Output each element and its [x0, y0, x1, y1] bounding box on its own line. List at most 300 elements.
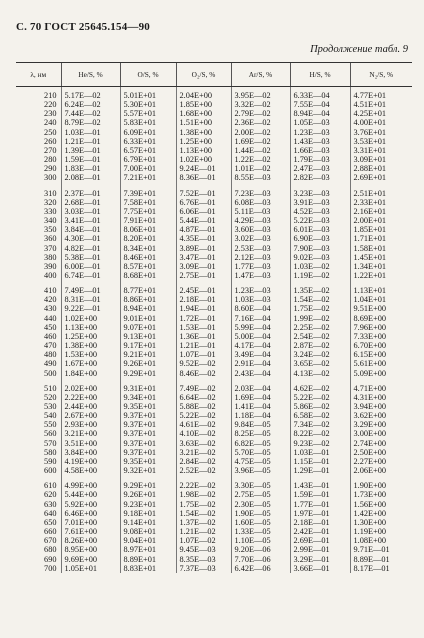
value-cell: 1.45E+01 — [350, 253, 412, 262]
value-cell: 2.04E+00 — [176, 87, 231, 101]
value-cell: 9.26E+01 — [120, 490, 176, 499]
wavelength-cell: 240 — [44, 118, 57, 128]
value-cell: 1.77E—03 — [231, 262, 290, 271]
value-cell: 1.38E+00 — [61, 341, 120, 350]
value-cell: 7.44E—02 — [61, 109, 120, 118]
value-cell: 1.29E—01 — [290, 466, 350, 481]
value-cell: 1.03E—03 — [231, 295, 290, 304]
table-row — [16, 262, 412, 271]
value-cell: 1.85E+01 — [350, 225, 412, 234]
wavelength-cell: 500 — [44, 368, 57, 378]
value-cell: 1.13E+01 — [350, 286, 412, 295]
value-cell: 9.01E+01 — [120, 314, 176, 323]
wavelength-cell: 600 — [44, 466, 57, 476]
value-cell: 7.37E—03 — [176, 564, 231, 573]
value-cell: 8.20E+01 — [120, 234, 176, 243]
value-cell: 3.09E+01 — [350, 155, 412, 164]
value-cell: 9.45E—03 — [176, 545, 231, 554]
value-cell: 7.34E—02 — [290, 420, 350, 429]
table-row — [16, 564, 412, 573]
value-cell: 7.39E+01 — [120, 189, 176, 198]
value-cell: 7.21E+01 — [120, 173, 176, 188]
value-cell: 9.17E+01 — [120, 341, 176, 350]
value-cell: 3.96E—05 — [231, 466, 290, 481]
value-cell: 2.93E+00 — [61, 420, 120, 429]
wavelength-cell: 450 — [44, 322, 57, 332]
value-cell: 5.22E—02 — [290, 393, 350, 402]
value-cell: 6.24E—02 — [61, 100, 120, 109]
value-cell: 2.84E—02 — [176, 457, 231, 466]
wavelength-cell: 220 — [44, 100, 57, 110]
value-cell: 2.69E—01 — [290, 536, 350, 545]
value-cell: 2.06E+00 — [350, 466, 412, 481]
value-cell: 7.01E+00 — [61, 518, 120, 527]
value-cell: 3.02E—03 — [231, 234, 290, 243]
value-cell: 2.18E—01 — [290, 518, 350, 527]
value-cell: 9.34E+01 — [120, 393, 176, 402]
table-row — [16, 545, 412, 554]
value-cell: 4.52E—03 — [290, 207, 350, 216]
value-cell: 3.29E+00 — [350, 420, 412, 429]
value-cell: 9.29E+01 — [120, 369, 176, 384]
value-cell: 1.94E—01 — [176, 304, 231, 313]
value-cell: 1.60E—05 — [231, 518, 290, 527]
value-cell: 1.77E—01 — [290, 500, 350, 509]
value-cell: 2.68E—01 — [61, 198, 120, 207]
value-cell: 4.00E+01 — [350, 118, 412, 127]
table-row — [16, 216, 412, 225]
value-cell: 2.79E—02 — [231, 109, 290, 118]
table-row — [16, 314, 412, 323]
wavelength-cell: 540 — [44, 411, 57, 421]
value-cell: 4.17E—04 — [231, 341, 290, 350]
value-cell: 2.51E+01 — [350, 189, 412, 198]
value-cell: 1.75E—02 — [176, 500, 231, 509]
value-cell: 5.00E—04 — [231, 332, 290, 341]
value-cell: 2.67E+00 — [61, 411, 120, 420]
value-cell: 5.11E—03 — [231, 207, 290, 216]
value-cell: 3.91E—03 — [290, 198, 350, 207]
value-cell: 9.37E+01 — [120, 429, 176, 438]
value-cell: 9.21E+01 — [120, 350, 176, 359]
wavelength-cell: 590 — [44, 456, 57, 466]
value-cell: 3.32E—02 — [231, 100, 290, 109]
table-row — [16, 234, 412, 243]
value-cell: 8.89E+01 — [120, 555, 176, 564]
wavelength-cell: 550 — [44, 420, 57, 430]
value-cell: 5.92E+00 — [61, 500, 120, 509]
table-row — [16, 244, 412, 253]
value-cell: 1.43E—01 — [290, 481, 350, 490]
value-cell: 1.47E—03 — [231, 271, 290, 286]
wavelength-cell: 620 — [44, 490, 57, 500]
value-cell: 3.94E+00 — [350, 402, 412, 411]
value-cell: 1.25E+00 — [176, 137, 231, 146]
value-cell: 2.43E—04 — [231, 369, 290, 384]
value-cell: 1.22E+01 — [350, 271, 412, 286]
value-cell: 4.71E+00 — [350, 384, 412, 393]
wavelength-cell: 530 — [44, 402, 57, 411]
value-cell: 4.51E+01 — [350, 100, 412, 109]
value-cell: 1.35E—02 — [290, 286, 350, 295]
value-cell: 8.95E+00 — [61, 545, 120, 554]
value-cell: 6.33E+01 — [120, 137, 176, 146]
value-cell: 2.08E—01 — [61, 173, 120, 188]
value-cell: 1.19E+00 — [350, 527, 412, 536]
composition-table — [16, 62, 412, 573]
table-row — [16, 207, 412, 216]
value-cell: 3.29E—01 — [290, 555, 350, 564]
value-cell: 4.19E+00 — [61, 457, 120, 466]
value-cell: 2.88E+01 — [350, 164, 412, 173]
value-cell: 9.14E+01 — [120, 518, 176, 527]
value-cell: 1.03E—02 — [290, 262, 350, 271]
value-cell: 1.56E+00 — [350, 500, 412, 509]
value-cell: 3.31E+01 — [350, 146, 412, 155]
value-cell: 1.34E+01 — [350, 262, 412, 271]
wavelength-cell: 270 — [44, 145, 57, 155]
value-cell: 5.70E—05 — [231, 448, 290, 457]
value-cell: 1.15E—01 — [290, 457, 350, 466]
value-cell: 8.35E—03 — [176, 555, 231, 564]
value-cell: 1.08E+00 — [350, 536, 412, 545]
table-row — [16, 198, 412, 207]
value-cell: 8.89E—01 — [350, 555, 412, 564]
value-cell: 6.58E—02 — [290, 411, 350, 420]
value-cell: 9.35E+01 — [120, 402, 176, 411]
value-cell: 1.51E+00 — [176, 118, 231, 127]
wavelength-cell: 370 — [44, 243, 57, 253]
table-row — [16, 225, 412, 234]
wavelength-cell: 670 — [44, 536, 57, 546]
value-cell: 7.91E+01 — [120, 216, 176, 225]
value-cell: 1.23E—03 — [231, 286, 290, 295]
value-cell: 7.61E+00 — [61, 527, 120, 536]
value-cell: 1.21E—01 — [61, 137, 120, 146]
value-cell: 4.25E+01 — [350, 109, 412, 118]
table-continuation-title: Продолжение табл. 9 — [310, 44, 408, 55]
value-cell: 1.04E+01 — [350, 295, 412, 304]
value-cell: 8.97E+01 — [120, 545, 176, 554]
value-cell: 7.23E—03 — [231, 189, 290, 198]
value-cell: 1.83E—01 — [61, 164, 120, 173]
table-body — [16, 87, 412, 573]
value-cell: 2.50E+00 — [350, 448, 412, 457]
value-cell: 6.82E—05 — [231, 439, 290, 448]
value-cell: 6.08E—03 — [231, 198, 290, 207]
table-row — [16, 555, 412, 564]
value-cell: 1.05E—03 — [290, 118, 350, 127]
value-cell: 1.43E—03 — [290, 137, 350, 146]
value-cell: 6.46E+00 — [61, 509, 120, 518]
wavelength-cell: 260 — [44, 136, 57, 146]
wavelength-cell: 510 — [44, 383, 57, 393]
value-cell: 5.22E—03 — [290, 216, 350, 225]
wavelength-cell: 690 — [44, 554, 57, 564]
value-cell: 1.69E—02 — [231, 137, 290, 146]
wavelength-cell: 420 — [44, 295, 57, 305]
value-cell: 9.71E—01 — [350, 545, 412, 554]
value-cell: 1.69E—04 — [231, 393, 290, 402]
value-cell: 1.07E—02 — [176, 536, 231, 545]
column-header: H/S, % — [290, 63, 350, 87]
value-cell: 4.35E—01 — [176, 234, 231, 243]
value-cell: 2.54E—02 — [290, 332, 350, 341]
value-cell: 6.74E—01 — [61, 271, 120, 286]
value-cell: 2.37E—01 — [61, 189, 120, 198]
table-row — [16, 518, 412, 527]
wavelength-cell: 280 — [44, 155, 57, 165]
table-row — [16, 155, 412, 164]
wavelength-cell: 460 — [44, 331, 57, 341]
value-cell: 2.30E—05 — [231, 500, 290, 509]
wavelength-cell: 390 — [44, 261, 57, 271]
value-cell: 1.42E+00 — [350, 509, 412, 518]
value-cell: 1.37E—02 — [176, 518, 231, 527]
value-cell: 1.07E—01 — [176, 350, 231, 359]
table-row — [16, 100, 412, 109]
value-cell: 3.89E—01 — [176, 244, 231, 253]
value-cell: 7.58E+01 — [120, 198, 176, 207]
value-cell: 1.54E—02 — [290, 295, 350, 304]
value-cell: 8.86E+01 — [120, 295, 176, 304]
value-cell: 6.09E+01 — [120, 128, 176, 137]
value-cell: 1.13E+00 — [176, 146, 231, 155]
value-cell: 1.75E—02 — [290, 304, 350, 313]
value-cell: 2.03E—04 — [231, 384, 290, 393]
value-cell: 1.72E—01 — [176, 314, 231, 323]
wavelength-cell: 520 — [44, 392, 57, 402]
value-cell: 4.10E—02 — [176, 429, 231, 438]
value-cell: 6.42E—06 — [231, 564, 290, 573]
value-cell: 2.33E+01 — [350, 198, 412, 207]
value-cell: 7.49E—02 — [176, 384, 231, 393]
table-row — [16, 118, 412, 127]
value-cell: 3.84E—01 — [61, 225, 120, 234]
wavelength-cell: 640 — [44, 508, 57, 518]
value-cell: 2.74E+00 — [350, 439, 412, 448]
value-cell: 8.31E—01 — [61, 295, 120, 304]
value-cell: 1.54E—02 — [176, 509, 231, 518]
value-cell: 5.99E—04 — [231, 323, 290, 332]
value-cell: 6.15E+00 — [350, 350, 412, 359]
value-cell: 2.00E+01 — [350, 216, 412, 225]
column-header: Ar/S, % — [231, 63, 290, 87]
value-cell: 1.71E+01 — [350, 234, 412, 243]
table-row — [16, 500, 412, 509]
wavelength-cell: 570 — [44, 438, 57, 448]
value-cell: 3.47E—01 — [176, 253, 231, 262]
table-row — [16, 304, 412, 313]
value-cell: 9.37E+01 — [120, 420, 176, 429]
value-cell: 2.22E+00 — [61, 393, 120, 402]
value-cell: 3.66E—01 — [290, 564, 350, 573]
value-cell: 7.90E—03 — [290, 244, 350, 253]
table-row — [16, 490, 412, 499]
table-row — [16, 509, 412, 518]
value-cell: 3.23E—03 — [290, 189, 350, 198]
value-cell: 1.66E—03 — [290, 146, 350, 155]
value-cell: 1.58E+01 — [350, 244, 412, 253]
table-row — [16, 286, 412, 295]
value-cell: 1.98E—02 — [176, 490, 231, 499]
wavelength-cell: 350 — [44, 225, 57, 235]
value-cell: 8.06E+01 — [120, 225, 176, 234]
value-cell: 2.47E—03 — [290, 164, 350, 173]
table-row — [16, 189, 412, 198]
value-cell: 2.75E—01 — [176, 271, 231, 286]
value-cell: 7.70E—06 — [231, 555, 290, 564]
value-cell: 8.26E+00 — [61, 536, 120, 545]
value-cell: 9.02E—03 — [290, 253, 350, 262]
value-cell: 8.77E+01 — [120, 286, 176, 295]
wavelength-cell: 210 — [44, 91, 57, 100]
value-cell: 7.55E—04 — [290, 100, 350, 109]
value-cell: 3.41E—01 — [61, 216, 120, 225]
value-cell: 8.25E—05 — [231, 429, 290, 438]
value-cell: 6.64E—02 — [176, 393, 231, 402]
wavelength-cell: 480 — [44, 350, 57, 360]
value-cell: 9.13E+01 — [120, 332, 176, 341]
table-row — [16, 402, 412, 411]
value-cell: 4.30E—01 — [61, 234, 120, 243]
value-cell: 9.18E+01 — [120, 509, 176, 518]
value-cell: 1.53E—01 — [176, 323, 231, 332]
value-cell: 1.05E+01 — [61, 564, 120, 573]
table-row — [16, 137, 412, 146]
value-cell: 2.22E—02 — [176, 481, 231, 490]
table-row — [16, 359, 412, 368]
value-cell: 3.60E—03 — [231, 225, 290, 234]
value-cell: 8.34E+01 — [120, 244, 176, 253]
value-cell: 5.44E—01 — [176, 216, 231, 225]
value-cell: 3.00E+00 — [350, 429, 412, 438]
table-row — [16, 536, 412, 545]
value-cell: 1.21E—02 — [176, 527, 231, 536]
wavelength-cell: 700 — [44, 563, 57, 573]
wavelength-cell: 560 — [44, 429, 57, 439]
table-row — [16, 109, 412, 118]
value-cell: 9.31E+01 — [120, 384, 176, 393]
value-cell: 2.53E—03 — [231, 244, 290, 253]
value-cell: 2.25E—02 — [290, 323, 350, 332]
wavelength-cell: 400 — [44, 270, 57, 280]
value-cell: 6.57E+01 — [120, 146, 176, 155]
value-cell: 9.08E+01 — [120, 527, 176, 536]
value-cell: 8.79E—02 — [61, 118, 120, 127]
value-cell: 6.33E—04 — [290, 87, 350, 101]
value-cell: 1.02E+00 — [176, 155, 231, 164]
table-row — [16, 87, 412, 101]
value-cell: 3.03E—01 — [61, 207, 120, 216]
value-cell: 2.87E—02 — [290, 341, 350, 350]
table-row — [16, 173, 412, 188]
value-cell: 1.38E+00 — [176, 128, 231, 137]
value-cell: 2.91E—04 — [231, 359, 290, 368]
value-cell: 5.22E—02 — [176, 411, 231, 420]
value-cell: 1.39E—01 — [61, 146, 120, 155]
value-cell: 4.31E+00 — [350, 393, 412, 402]
value-cell: 1.23E—03 — [290, 128, 350, 137]
value-cell: 8.55E—03 — [231, 173, 290, 188]
value-cell: 1.21E—01 — [176, 341, 231, 350]
value-cell: 6.06E—01 — [176, 207, 231, 216]
table-row — [16, 429, 412, 438]
table-row — [16, 271, 412, 286]
value-cell: 5.01E+01 — [120, 87, 176, 101]
wavelength-cell: 660 — [44, 527, 57, 537]
value-cell: 9.20E—06 — [231, 545, 290, 554]
wavelength-cell: 330 — [44, 206, 57, 216]
value-cell: 6.70E+00 — [350, 341, 412, 350]
value-cell: 4.61E—02 — [176, 420, 231, 429]
value-cell: 5.38E—01 — [61, 253, 120, 262]
value-cell: 2.69E+01 — [350, 173, 412, 188]
value-cell: 1.18E—04 — [231, 411, 290, 420]
value-cell: 1.53E+00 — [61, 350, 120, 359]
value-cell: 8.57E+01 — [120, 262, 176, 271]
wavelength-cell: 230 — [44, 109, 57, 119]
value-cell: 2.02E+00 — [61, 384, 120, 393]
wavelength-cell: 440 — [44, 313, 57, 323]
value-cell: 4.82E—01 — [61, 244, 120, 253]
value-cell: 9.51E+00 — [350, 304, 412, 313]
value-cell: 1.59E—01 — [61, 155, 120, 164]
value-cell: 7.96E+00 — [350, 323, 412, 332]
value-cell: 7.52E—01 — [176, 189, 231, 198]
value-cell: 3.51E+00 — [61, 439, 120, 448]
value-cell: 3.09E—01 — [176, 262, 231, 271]
value-cell: 1.79E—03 — [290, 155, 350, 164]
value-cell: 4.75E—05 — [231, 457, 290, 466]
value-cell: 6.01E—03 — [290, 225, 350, 234]
value-cell: 3.49E—04 — [231, 350, 290, 359]
value-cell: 8.46E+01 — [120, 253, 176, 262]
table-row — [16, 341, 412, 350]
wavelength-cell: 680 — [44, 545, 57, 555]
wavelength-cell: 490 — [44, 359, 57, 369]
wavelength-cell: 360 — [44, 234, 57, 244]
value-cell: 1.13E+00 — [61, 323, 120, 332]
value-cell: 5.09E+00 — [350, 369, 412, 384]
value-cell: 9.52E—02 — [176, 359, 231, 368]
table-row — [16, 164, 412, 173]
value-cell: 1.67E+00 — [61, 359, 120, 368]
value-cell: 4.13E—02 — [290, 369, 350, 384]
wavelength-cell: 320 — [44, 197, 57, 207]
value-cell: 3.53E+01 — [350, 137, 412, 146]
value-cell: 1.85E+00 — [176, 100, 231, 109]
table-header-row — [16, 63, 412, 87]
value-cell: 1.22E—02 — [231, 155, 290, 164]
value-cell: 5.17E—02 — [61, 87, 120, 101]
value-cell: 8.22E—02 — [290, 429, 350, 438]
value-cell: 6.00E—01 — [61, 262, 120, 271]
table-row — [16, 369, 412, 384]
value-cell: 2.82E—03 — [290, 173, 350, 188]
value-cell: 8.17E—01 — [350, 564, 412, 573]
value-cell: 9.23E+01 — [120, 500, 176, 509]
value-cell: 5.44E+00 — [61, 490, 120, 499]
value-cell: 1.73E+00 — [350, 490, 412, 499]
value-cell: 3.21E—02 — [176, 448, 231, 457]
value-cell: 6.76E—01 — [176, 198, 231, 207]
table-row — [16, 439, 412, 448]
value-cell: 3.30E—05 — [231, 481, 290, 490]
value-cell: 9.04E+01 — [120, 536, 176, 545]
table-row — [16, 350, 412, 359]
wavelength-cell: 300 — [44, 173, 57, 183]
